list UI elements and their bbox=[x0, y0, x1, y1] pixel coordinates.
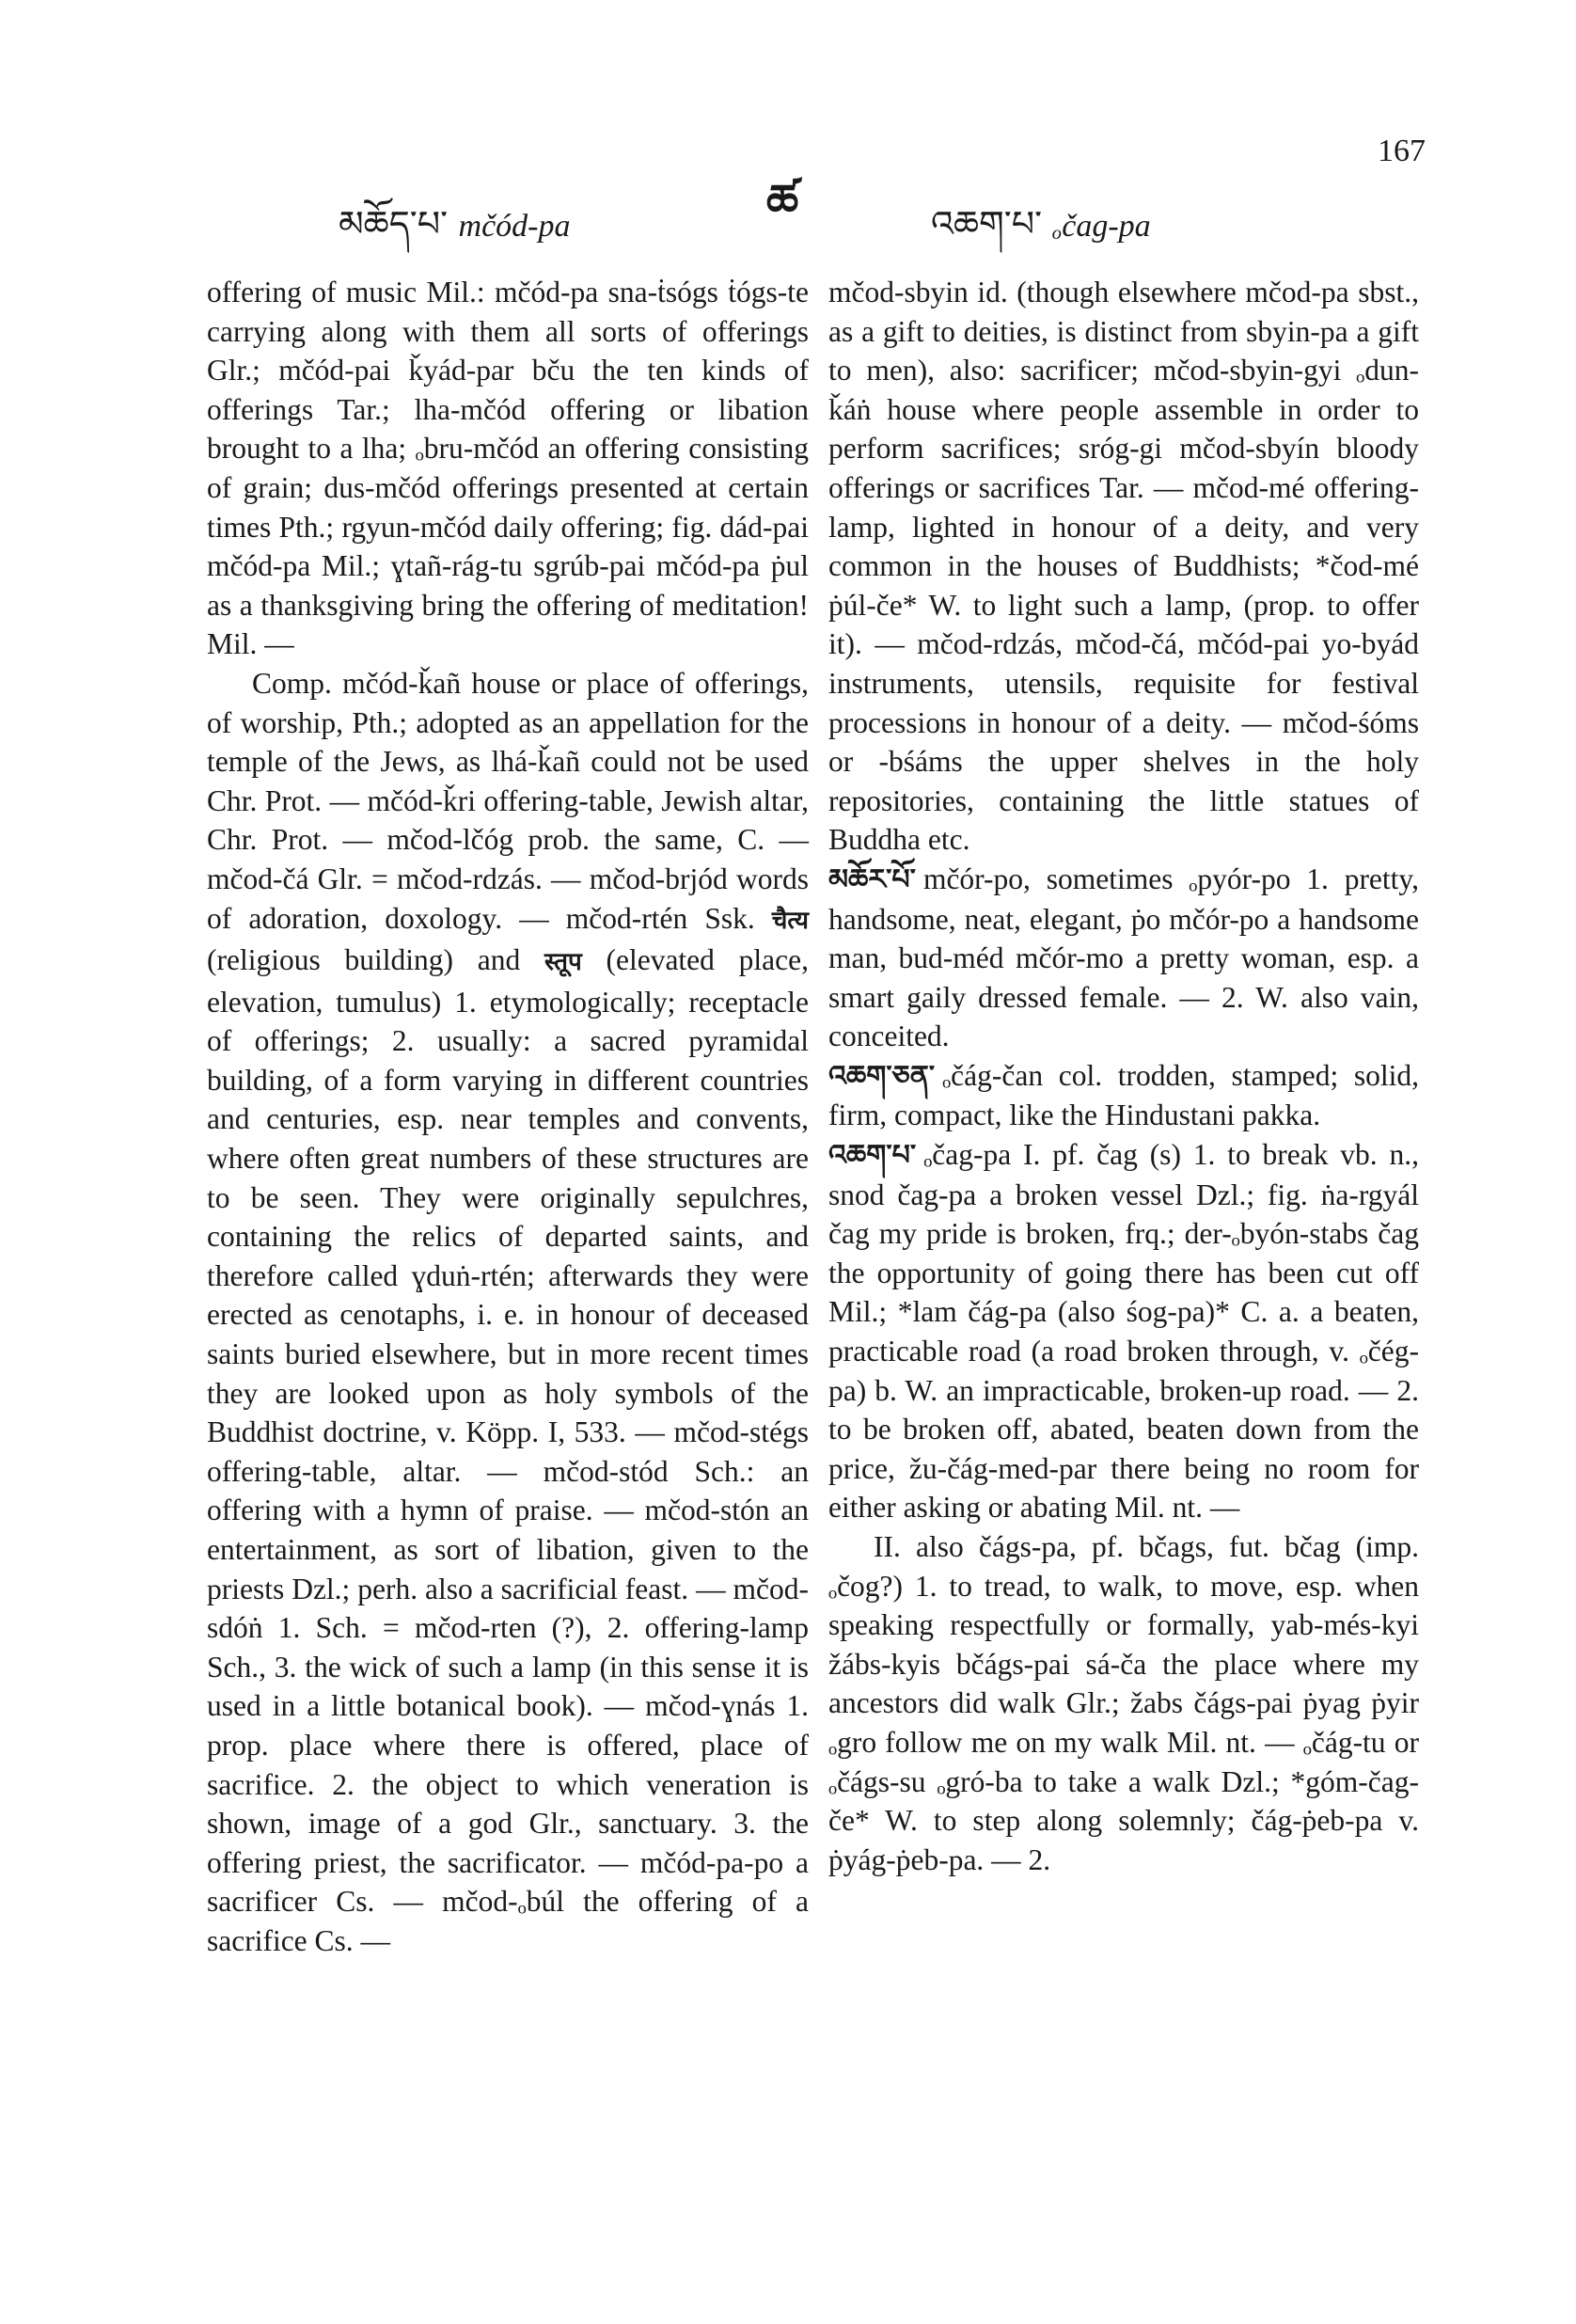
page-number: 167 bbox=[1378, 134, 1426, 168]
entry-text: ₒčág-čan col. trodden, stamped; solid, firm, compact, like the Hindustani pakka. bbox=[828, 1058, 1419, 1132]
comp-text-b: (religious building) and bbox=[207, 943, 545, 977]
running-head-right-translit: ₒčag-pa bbox=[1052, 209, 1151, 244]
entry-text: ₒčag-pa I. pf. čag (s) 1. to break vb. n., snod čag-pa a broken vessel Dzl.; fig. ṅa-rgyál čag my pride is broken, frq.; der-ₒbyón-stabs čag the opportunity of going there has been cut off Mil.; *lam čág-pa (also śog-pa)* C. a. a beaten, practicable road (a road broken through, v. ₒčég-pa) b. W. an impracticable, broken-up road. — 2. to be broken off, abated, beaten down from the price, žu-čág-med-par there being no room for either asking or abating Mil. nt. — bbox=[828, 1138, 1419, 1525]
running-head-left-tibetan: མཆོད་པ་ bbox=[339, 203, 449, 245]
devanagari-chaitya: चैत्य bbox=[771, 906, 810, 935]
running-head-right-tibetan: འཆག་པ་ bbox=[931, 203, 1043, 245]
right-paragraph-1: mčod-sbyin id. (though elsewhere mčod-pa sbst., as a gift to deities, is distinct from sbyin-pa a gift to men), also: sacrificer; mčod-sbyin-gyi ₒdun-ǩáṅ house where people assemble in order to perform sacrifices; sróg-gi mčod-sbyín bloody offerings or sacrifices Tar. — mčod-mé offering-lamp, lighted in honour of a deity, and very common in the houses of Buddhists; *čod-mé ṗúl-če* W. to light such a lamp, (prop. to offer it). — mčod-rdzás, mčod-čá, mčód-pai yo-byád instruments, utensils, requisite for festival processions in honour of a deity. — mčod-śóms or -bśáms the upper shelves in the holy repositories, containing the little statues of Buddha etc. bbox=[828, 276, 1419, 857]
entry-chag-pa bbox=[828, 1135, 1419, 1527]
running-head-right bbox=[931, 184, 1151, 285]
comp-text-a: Comp. mčód-ǩañ house or place of offerings, of worship, Pth.; adopted as an appellation for the temple of the Jews, as lhá-ǩañ could not be used Chr. Prot. — mčód-ǩri offering-table, Jewish altar, Chr. Prot. — mčod-lčóg prob. the same, C. — mčod-čá Glr. = mčod-rdzás. — mčod-brjód words of adoration, doxology. — mčod-rtén Ssk. bbox=[207, 666, 809, 935]
entry-mchor-po bbox=[828, 860, 1419, 1056]
running-head-left bbox=[339, 184, 570, 285]
left-column bbox=[207, 273, 809, 1961]
headword-tibetan: མཆོར་པོ་ bbox=[828, 862, 916, 896]
entry-chag-can bbox=[828, 1056, 1419, 1135]
right-paragraph-ii: II. also čágs-pa, pf. bčags, fut. bčag (imp. ₒčog?) 1. to tread, to walk, to move, esp. when speaking respectfully or formally, yab-més-kyi žábs-kyis bčágs-pai sá-ča the place where my ancestors did walk Glr.; žabs čágs-pai ṗyag ṗyir ₒgro follow me on my walk Mil. nt. — ₒčág-tu or ₒčágs-su ₒgró-ba to take a walk Dzl.; *góm-čag-če* W. to step along solemnly; čág-ṗeb-pa v. ṗyág-ṗeb-pa. — 2. bbox=[828, 1530, 1419, 1876]
right-column bbox=[828, 273, 1419, 1879]
section-letter: ཚ bbox=[766, 175, 799, 228]
left-paragraph-1: offering of music Mil.: mčód-pa sna-ṫsógs ṫógs-te carrying along with them all sorts of offerings Glr.; mčód-pai ǩyád-par bču the ten kinds of offerings Tar.; lha-mčód offering or libation brought to a lha; ₒbru-mčód an offering consisting of grain; dus-mčód offerings presented at certain times Pth.; rgyun-mčód daily offering; fig. dád-pai mčód-pa Mil.; ɣtañ-rág-tu sgrúb-pai mčód-pa ṗul as a thanksgiving bring the offering of meditation! Mil. — bbox=[207, 276, 809, 661]
devanagari-stupa: स्तूप bbox=[544, 948, 582, 977]
headword-tibetan: འཆག་པ་ bbox=[828, 1139, 917, 1173]
left-paragraph-comp bbox=[207, 664, 809, 1961]
entry-text: mčór-po, sometimes ₒpyór-po 1. pretty, handsome, neat, elegant, ṗo mčór-po a handsome man, bud-méd mčór-mo a pretty woman, esp. a smart gaily dressed female. — 2. W. also vain, conceited. bbox=[828, 862, 1419, 1053]
headword-tibetan: འཆག་ཅན་ bbox=[828, 1059, 936, 1093]
running-head-left-translit: mčód-pa bbox=[458, 209, 571, 244]
comp-text-c: (elevated place, elevation, tumulus) 1. etymologically; receptacle of offerings; 2. usually: a sacred pyramidal building, of a form varying in different countries and centuries, esp. near temples and convents, where often great numbers of these structures are to be seen. They were originally sepulchres, containing the relics of departed saints, and therefore called ɣduṅ-rtén; afterwards they were erected as cenotaphs, i. e. in honour of deceased saints buried elsewhere, but in more recent times they are looked upon as holy symbols of the Buddhist doctrine, v. Köpp. I, 533. — mčod-stégs offering-table, altar. — mčod-stód Sch.: an offering with a hymn of praise. — mčod-stón an entertainment, as sort of libation, given to the priests Dzl.; perh. also a sacrificial feast. — mčod-sdóṅ 1. Sch. = mčod-rten (?), 2. offering-lamp Sch., 3. the wick of such a lamp (in this sense it is used in a little botanical book). — mčod-ɣnás 1. prop. place where there is offered, place of sacrifice. 2. the object to which veneration is shown, image of a god Glr., sanctuary. 3. the offering priest, the sacrificator. — mčód-pa-po a sacrificer Cs. — mčod-ₒbúl the offering of a sacrifice Cs. — bbox=[207, 943, 809, 1957]
